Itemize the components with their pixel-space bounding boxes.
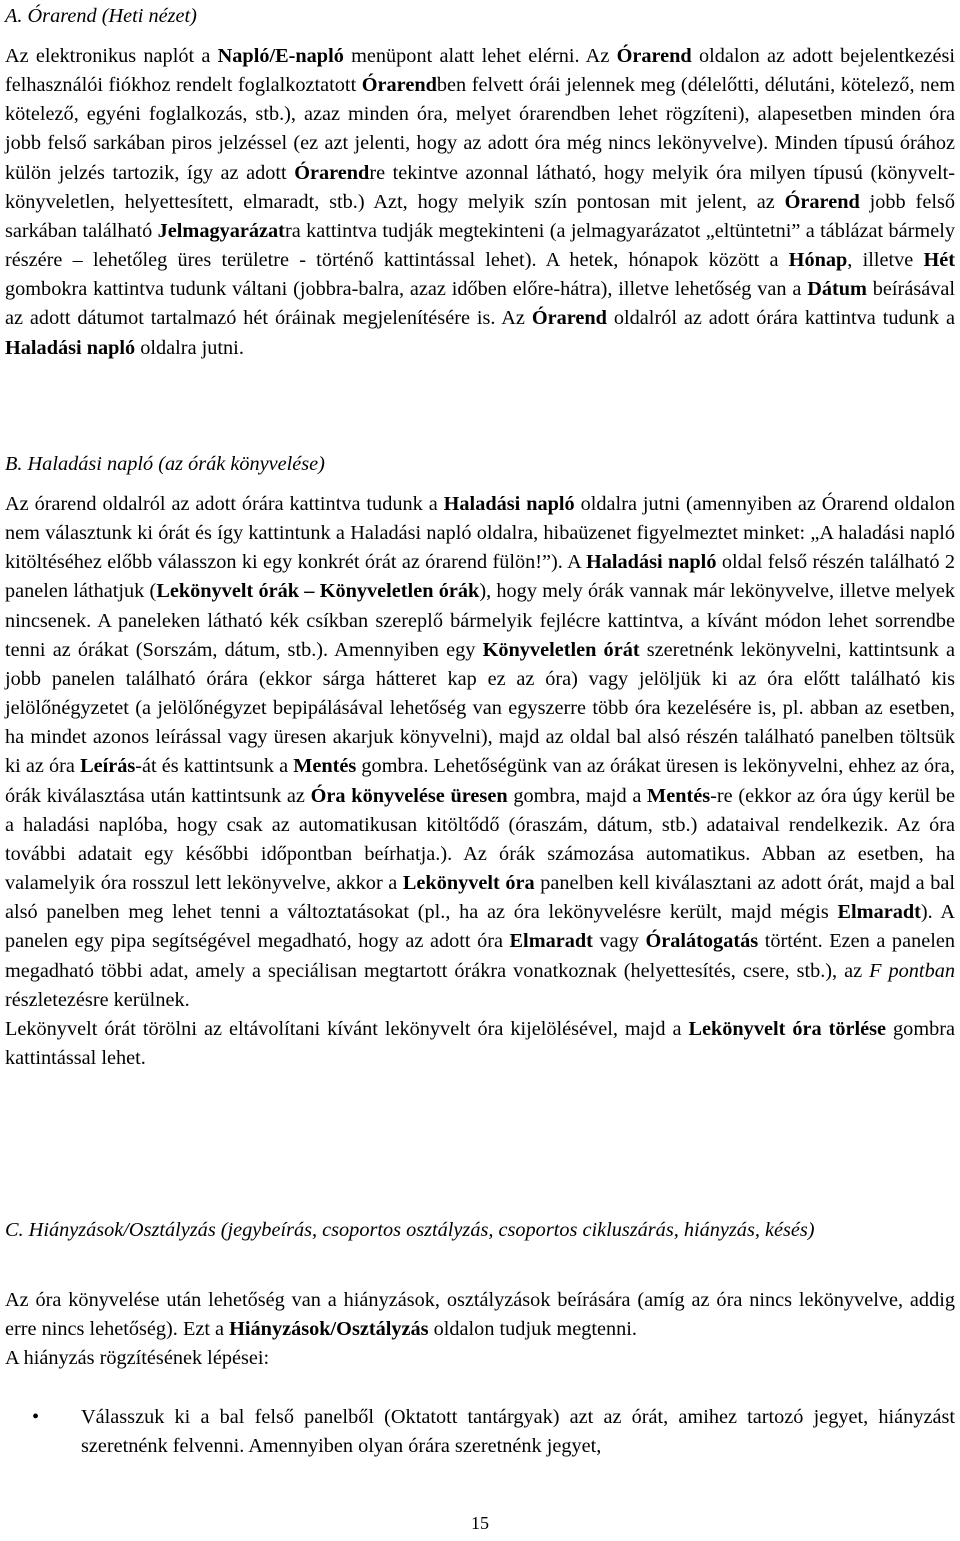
text-run: vagy [592,930,646,953]
text-run: Lekönyvelt órák – Könyveletlen órák [156,580,480,603]
text-run: Lekönyvelt óra törlése [688,1017,887,1040]
text-run: , illetve [847,249,924,272]
text-run: oldal felső részén található 2 panelen láthatjuk ( [5,551,955,603]
section-c-heading: C. Hiányzások/Osztályzás (jegybeírás, csoportos osztályzás, csoportos cikluszárás, hiányzás, késés) [5,1219,815,1241]
text-run: Könyveletlen órát [482,638,640,661]
bullet-icon: • [32,1406,40,1428]
text-run: történt. Ezen a panelen megadható többi adat, amely a speciálisan megtartott órákra vonatkoznak (helyettesítés, csere, stb.), az [5,930,955,982]
text-run: panelben kell kiválasztani az adott órát, majd a bal alsó panelben meg lehet tenni a változtatásokat (pl., ha az óra lekönyvelésre került, majd mégis [5,872,955,924]
text-run: -re (ekkor az óra úgy kerül be a haladási naplóba, hogy csak az automatikusan kitöltődő (óraszám, dátum, stb.) adataival rendelkezik. Az óra további adatait egy későbbi időpontban beírhatja.). Az órák számozása automatikus. Abban az esetben, ha valamelyik óra rosszul lett lekönyvelve, akkor a [5,784,955,895]
page-number: 15 [471,1513,489,1533]
text-run: gombra, majd a [507,784,648,807]
text-run: oldalra jutni. [135,336,244,359]
text-run: A hiányzás rögzítésének lépései: [5,1347,270,1370]
text-run: Leírás [80,755,136,778]
text-run: gombokra kattintva tudunk váltani (jobbra-balra, azaz időben előre-hátra), illetve lehetőség van a [5,278,808,301]
text-run: Órarend [531,307,607,330]
text-run: oldalon tudjuk megtenni. [428,1318,637,1341]
text-run: Haladási napló [5,336,136,359]
section-a-paragraph [5,42,955,363]
text-run: Haladási napló [585,551,717,574]
text-run: gombra. Lehetőségünk van az órákat üresen is lekönyvelni, ehhez az óra, órák kiválasztása után kattintsunk az [5,755,955,807]
text-run: részletezésre kerülnek. [5,988,190,1011]
text-run: F pontban [869,959,955,982]
text-run: Órarend [361,74,437,97]
text-run: Az órarend oldalról az adott órára kattintva tudunk a [5,493,444,515]
section-a-title [5,2,955,31]
text-run: Órarend [784,190,860,213]
text-run: Jelmagyarázat [157,219,285,242]
section-b-paragraph [5,490,955,1073]
text-run: ben felvett órái jelennek meg (délelőtti, délutáni, kötelező, nem kötelező, egyéni foglalkozás, stb.), azaz minden óra, melyet órarendben lehet rögzíteni), alapesetben minden óra jobb felső sarkában piros jelzéssel (ez azt jelenti, hogy az adott óra még nincs lekönyvelve). Minden típusú órához külön jelzés tartozik, így az adott [5,74,955,184]
text-run: -át és kattintsunk a [135,755,294,778]
text-run: Lekönyvelt óra [402,872,535,895]
text-run: Mentés [293,755,357,778]
text-run: Hét [923,249,955,272]
text-run: Órarend [294,161,370,184]
section-b-heading: B. Haladási napló (az órák könyvelése) [5,453,325,475]
list-item-text [81,1406,955,1457]
text-run: gombra kattintással lehet. [5,1017,955,1069]
text-run: Oktatott tantárgyak [390,1406,553,1428]
section-a-heading: A. Órarend (Heti nézet) [5,5,197,27]
text-run: oldalról az adott órára kattintva tudunk a [606,307,955,330]
text-run: Napló/E-napló [217,45,344,67]
text-run: Óra könyvelése üresen [310,784,508,807]
text-run: re tekintve azonnal látható, hogy melyik óra milyen típusú (könyvelt-könyveletlen, helyettesített, elmaradt, stb.) Azt, hogy melyik szín pontosan mit jelent, az [5,161,955,213]
section-b-title [5,450,955,479]
text-run: Válasszuk ki a bal felső panelből ( [81,1406,391,1428]
text-run: oldalra jutni (amennyiben az Órarend oldalon nem választunk ki órát és így kattintunk a Haladási napló oldalra, hibaüzenet figyelmeztet minket: „A haladási napló kitöltéséhez előbb válasszon ki egy konkrét órát az órarend fülön!”). A [5,493,955,574]
text-run: Órarend [616,45,692,67]
text-run: Az óra könyvelése után lehetőség van a hiányzások, osztályzások beírására (amíg az óra nincs lekönyvelve, addig erre nincs lehetőség). Ezt a [5,1289,955,1341]
section-c-title [5,1216,955,1245]
text-run: beírásával az adott dátumot tartalmazó hét óráinak megjelenítésére is. Az [5,278,955,330]
text-run: szeretnénk lekönyvelni, kattintsunk a jobb panelen található órára (ekkor sárga hátteret kap ez az óra) vagy jelöljük ki az óra előtt található kis jelölőnégyzetet (a jelölőnégyzet bepipálásával lehetőség van egyszerre több óra kezelésére is, pl. abban az esetben, ha mindet azonos leírással vagy üresen akarjuk könyvelni), majd az oldal bal alsó részén található panelben töltsük ki az óra [5,638,955,778]
text-run: Elmaradt [509,930,593,953]
text-run: Az elektronikus naplót a [5,45,218,67]
text-run: Hónap [788,249,848,272]
text-run: menüpont alatt lehet elérni. Az [343,45,617,67]
text-run: ra kattintva tudják megtekinteni (a jelmagyarázatot „eltüntetni” a táblázat bármely részére – lehetőleg üres területre - történő kattintással lehet). A hetek, hónapok között a [5,219,955,272]
text-run: oldalon az adott bejelentkezési felhasználói fiókhoz rendelt foglalkoztatott [5,45,955,97]
text-run: Hiányzások/Osztályzás [229,1318,429,1341]
text-run: ) azt az órát, amihez tartozó jegyet, hiányzást szeretnénk felvenni. Amennyiben olyan órára szeretnénk jegyet, [81,1406,955,1458]
section-c-paragraph [5,1286,955,1373]
text-run: ), hogy mely órák vannak már lekönyvelve, illetve melyek nincsenek. A paneleken látható kék csíkban szereplő bármelyik fejlécre kattintva, a kívánt módon lehet sorrendbe tenni az órákat (Sorszám, dátum, stb.). Amennyiben egy [5,580,956,661]
text-run: Dátum [807,278,867,301]
text-run: Mentés [647,784,711,807]
text-run: jobb felső sarkában található [5,190,955,242]
text-run: Óralátogatás [645,930,759,953]
text-run: ). A panelen egy pipa segítségével megadható, hogy az adott óra [5,901,956,953]
section-c-steps-list [5,1403,955,1461]
text-run: Elmaradt [837,901,921,924]
list-item [5,1403,955,1461]
text-run: Lekönyvelt órát törölni az eltávolítani kívánt lekönyvelt óra kijelölésével, majd a [5,1017,689,1040]
text-run: Haladási napló [443,493,575,515]
